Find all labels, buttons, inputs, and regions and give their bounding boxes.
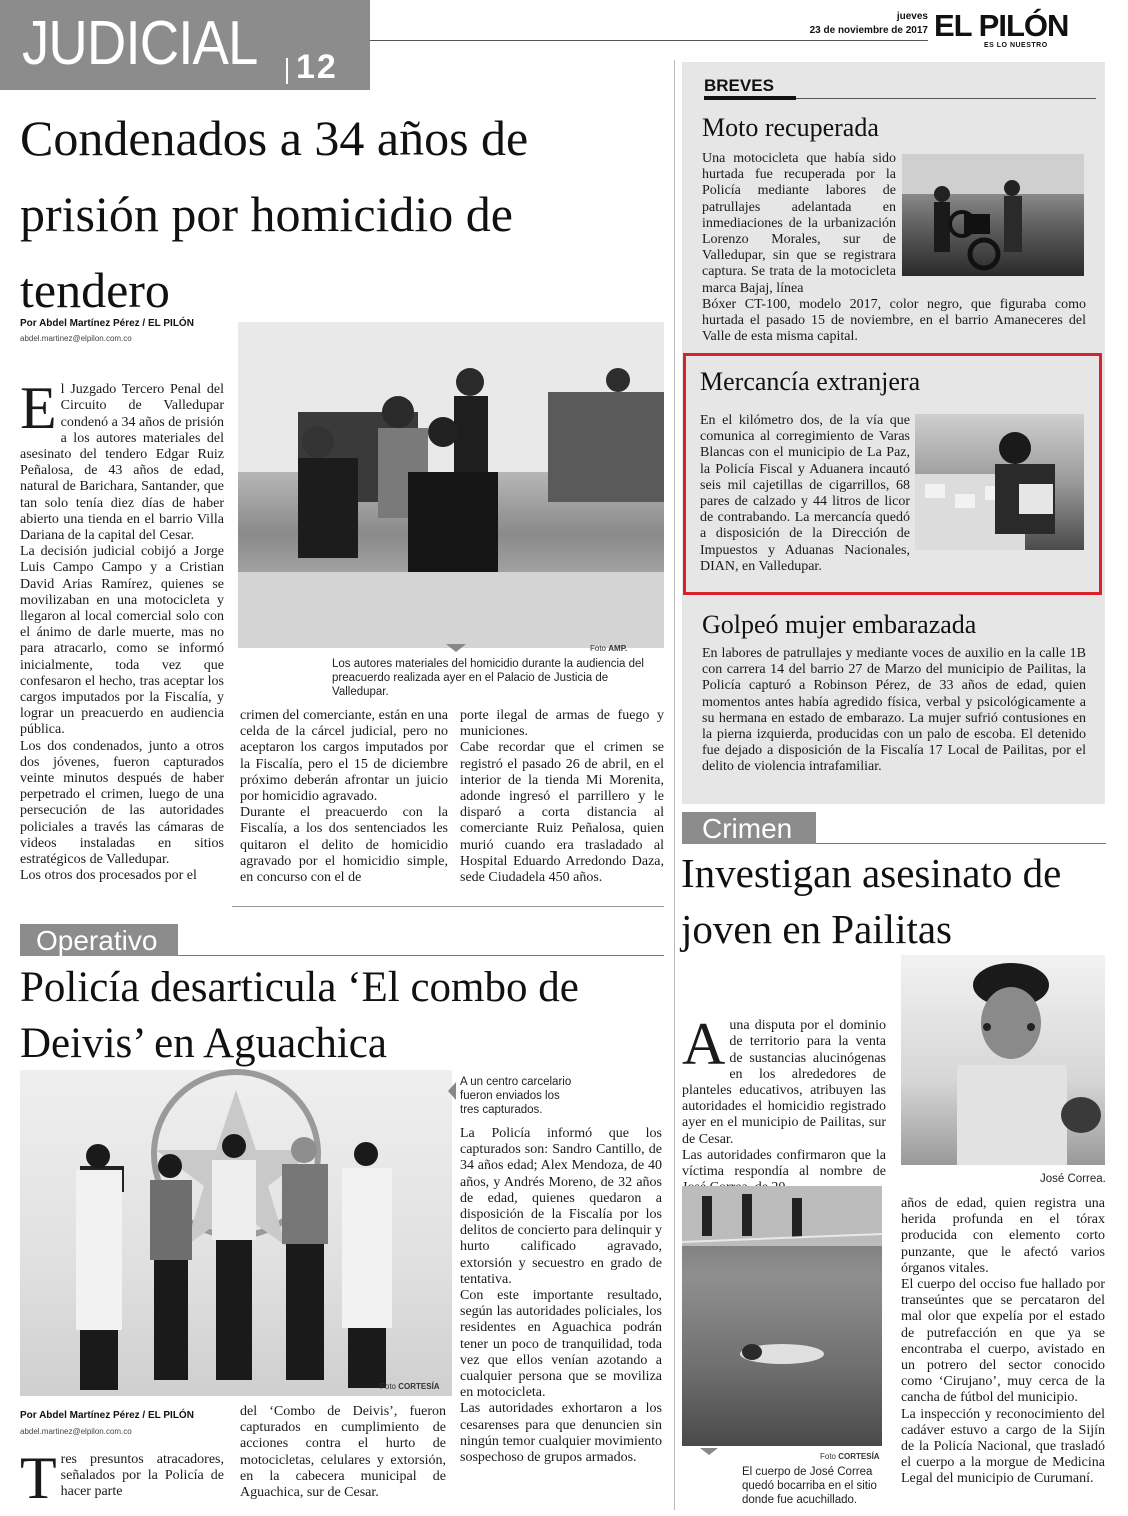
main-story-col2: crimen del comerciante, están en una celda de la cárcel judicial, pero no aceptaron los cargos imputados por la Fiscalía, pero el 15 de diciembre próximo deberán afrontar un juicio por homicidio agravado. Durante el preacuerdo con la Fiscalía, a los dos sentenciados les quitaron el delito de homicidio agravado por el homicidio simple, en concurso con el de (240, 708, 448, 886)
column-divider (674, 60, 675, 1510)
breve-mercancia-title: Mercancía extranjera (700, 367, 921, 396)
breve-mercancia-text: En el kilómetro dos, de la vía que comunica al corregimiento de Varas Blancas con el municipio de La Paz, la Policía Fiscal y Aduanera incautó seis mil cajetillas de cigarrillos, 68 pares de calzado y 44 litros de licor de contrabando. La mercancía quedó a disposición de la Dirección de Impuestos y Aduanas Nacionales, DIAN, en Valledupar. (700, 413, 910, 574)
page-number: 12 (296, 48, 338, 86)
main-story-bottom-rule (232, 906, 664, 907)
crimen-col2: años de edad, quien registra una herida profunda en el tórax producida con elemento corto punzante, que le afectó varios órganos vitales. El cuerpo del occiso fue hallado por transeúntes que se percataron del mal olor que expelía por el estado de putrefacción en que ya se encontraba el cuerpo, avistado en un potrero del sector conocido como ‘Cirujano’, muy cerca de la cancha de fútbol del municipio. La inspección y reconocimiento del cadáver estuvo a cargo de la Sijín de la Policía Nacional, que trasladó el cuerpo a la morgue de Medicina Legal del municipio de Curumaní. (901, 1196, 1105, 1487)
operativo-col3: La Policía informó que los capturados son: Sandro Cantillo, de 34 años edad; Alex Mendoza, de 40 años, y Andrés Moreno, de 32 años de edad, quienes quedaron a disposición de la Fiscalía por los delitos de concierto para delinquir y hurto calificado agravado, extorsión y secuestro en grado de tentativa. Con este importante resultado, según las autoridades policiales, los residentes en Aguachica podrán tener un poco de tranquilidad, toda vez que ellos venían azotando a cualquier persona que se moviliza en motocicleta. Las autoridades exhortaron a los cesarenses para que denuncien sin ningún temor cualquier movimiento sospechoso de grupos armados. (460, 1126, 662, 1466)
crime-scene-caption: El cuerpo de José Correa quedó bocarriba en el sitio donde fue acuchillado. (742, 1466, 877, 1506)
section-title: JUDICIAL (22, 9, 258, 78)
breves-label-line (796, 98, 1096, 99)
operativo-dropcap: T (20, 1445, 57, 1511)
operativo-tag-line (178, 955, 664, 956)
breve-moto-text-bottom: Bóxer CT-100, modelo 2017, color negro, que figuraba como hurtada el pasado 15 de noviembre, en el barrio Amaneceres del Valle de esta misma capital. (702, 297, 1086, 345)
crimen-dropcap: A (682, 1011, 726, 1078)
crimen-tag-line (816, 843, 1106, 844)
newspaper-logo: EL PILÓN (934, 8, 1069, 43)
breve-moto-title: Moto recuperada (702, 113, 879, 142)
newspaper-slogan: ES LO NUESTRO (984, 42, 1048, 49)
header-date: 23 de noviembre de 2017 (809, 25, 928, 36)
arrest-side-caption: A un centro carcelario fueron enviados los tres capturados. (460, 1076, 572, 1116)
victim-portrait-photo (901, 955, 1105, 1165)
main-story-col3: porte ilegal de armas de fuego y municiones. Cabe recordar que el crimen se registró el pasado 26 de abril, en el interior de la tienda Mi Morenita, adonde ingresó el parrillero y le disparó a corta distancia al comerciante Ruiz Peñalosa, quien murió cuando era trasladado al Hospital Eduardo Arredondo Daza, sede Ciudadela 450 años. (460, 708, 664, 886)
breve-moto-text-top: Una motocicleta que había sido hurtada fue recuperada por la Policía mediante labores de patrullajes adelantada en inmediaciones de la urbanización Lorenzo Morales, sur de Valledupar, sin que se registrara captura. Se trata de la motocicleta marca Bajaj, línea (702, 151, 896, 296)
header-day: jueves (896, 11, 928, 22)
main-headline: Condenados a 34 años de prisión por homicidio de tendero (20, 110, 529, 318)
arrest-photo-credit: Foto CORTESÍA (380, 1382, 440, 1391)
mercancia-illustration (915, 414, 1084, 550)
side-caption-arrow (448, 1082, 456, 1100)
main-story-col1 (20, 366, 224, 884)
operativo-text-col1: res presuntos atracadores, señalados por la Policía de hacer parte (60, 1452, 224, 1500)
arrest-illustration (20, 1070, 452, 1396)
breve-golpeo-text: En labores de patrullajes y mediante voces de auxilio en la calle 1B con carrera 14 del barrio 27 de Marzo del municipio de Pailitas, la Policía capturó a Robinson Pérez, de 33 años de edad, quien momentos antes había agredido física, verbal y psicológicamente a su hermana en estado de embarazo. La mujer sufrió contusiones en la pierna izquierda, producidas con un palo de escoba. El detenido fue dejado a disposición de la Fiscalía 17 Local de Pailitas, por el delito de violencia intrafamiliar. (702, 646, 1086, 775)
crime-scene-illustration (682, 1186, 882, 1446)
crime-scene-photo-credit: Foto CORTESÍA (820, 1452, 880, 1461)
mercancia-photo (915, 414, 1084, 550)
crimen-col1 (682, 1002, 886, 1182)
operativo-col2: del ‘Combo de Deivis’, fueron capturados en cumplimiento de acciones contra el hurto de motocicletas, celulares y extorsión, en la cabecera municipal de Aguachica, sur de Cesar. (240, 1404, 446, 1501)
main-byline: Por Abdel Martínez Pérez / EL PILÓN (20, 318, 194, 329)
main-text-col1: l Juzgado Tercero Penal del Circuito de Valledupar condenó a 34 años de prisión a los autores materiales del asesinato del tendero Edgar Ruiz Peñalosa, de 43 años de edad, natural de Barichara, Santander, que tan solo tenía diez días de haber abierto una tienda en el barrio Villa Dariana de la capital del Cesar. La decisión judicial cobijó a Jorge Luis Campo Campo y a Cristian David Arias Ramírez, quienes se movilizaban en una motocicleta y llegaron al local comercial solo con el ánimo de darle muerte, mas no para atracarlo, como se informó inicialmente, toda vez que confesaron el hecho, tras aceptar los cargos imputados por la Fiscalía, y lograr un preacuerdo en audiencia pública. Los dos condenados, junto a otros dos jóvenes, fueron capturados veinte minutos después de haber perpetrado el crimen, luego de una persecución de las autoridades policiales a través las cámaras de videos instaladas en sitios estratégicos de Valledupar. Los otros dos procesados por el (20, 382, 224, 884)
courtroom-photo (238, 322, 664, 648)
moto-illustration (902, 154, 1084, 276)
operativo-byline: Por Abdel Martínez Pérez / EL PILÓN (20, 1410, 194, 1421)
main-byline-email: abdel.martinez@elpilon.com.co (20, 334, 132, 343)
victim-portrait-caption: José Correa. (1040, 1173, 1106, 1185)
operativo-tag-label: Operativo (36, 925, 158, 956)
crimen-headline: Investigan asesinato de joven en Pailitas (681, 850, 1062, 952)
arrest-photo (20, 1070, 452, 1396)
page-number-divider (286, 58, 288, 84)
main-dropcap: E (20, 375, 57, 442)
portrait-illustration (901, 955, 1105, 1165)
moto-photo (902, 154, 1084, 276)
header-rule (370, 40, 928, 41)
courtroom-illustration (238, 322, 664, 648)
breves-label-underline (704, 96, 796, 100)
crimen-tag-label: Crimen (702, 813, 793, 844)
courtroom-caption: Los autores materiales del homicidio durante la audiencia del preacuerdo realizada ayer en el Palacio de Justicia de Valledupar. (332, 658, 644, 698)
operativo-col1 (20, 1445, 224, 1511)
breves-label: BREVES (704, 76, 774, 95)
breve-golpeo-title: Golpeó mujer embarazada (702, 610, 977, 639)
operativo-headline: Policía desarticula ‘El combo de Deivis’ en Aguachica (20, 964, 579, 1067)
crime-scene-caption-arrow (700, 1448, 718, 1455)
caption-arrow (446, 644, 466, 652)
crimen-text-col1: una disputa por el dominio de territorio para la venta de sustancias alucinógenas en los alrededores de planteles educativos, atribuyen las autoridades el homicidio registrado ayer en el municipio de Pailitas, sur de Cesar. Las autoridades confirmaron que la víctima respondía al nombre de (682, 1018, 886, 1180)
operativo-byline-email: abdel.martinez@elpilon.com.co (20, 1427, 132, 1436)
crime-scene-photo (682, 1186, 882, 1446)
courtroom-photo-credit: Foto AMP. (590, 644, 628, 653)
